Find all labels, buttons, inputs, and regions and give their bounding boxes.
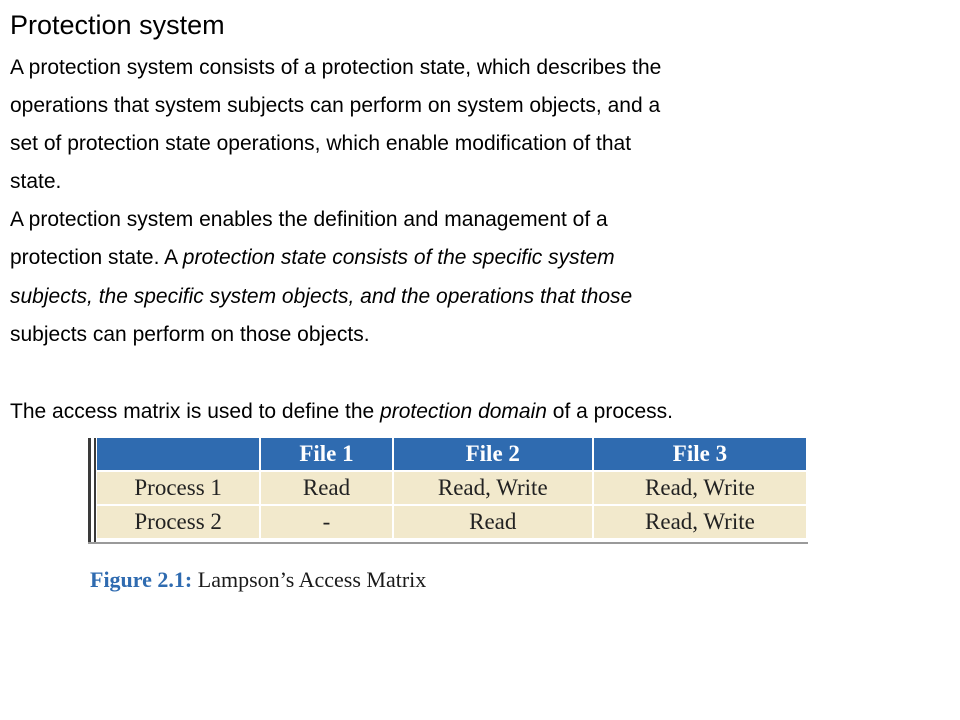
paragraph-1-line-2: operations that system subjects can perform on system objects, and a xyxy=(10,94,661,117)
paragraph-3-italic: protection domain xyxy=(380,400,547,423)
table-row xyxy=(97,505,807,539)
paragraph-3-before: The access matrix is used to define the xyxy=(10,400,381,423)
access-matrix-table xyxy=(97,438,808,540)
matrix-header-row xyxy=(97,438,807,471)
matrix-cell: Read xyxy=(260,471,392,505)
paragraph-1-line-3: set of protection state operations, which enable modification of that xyxy=(10,132,632,155)
matrix-header-cell: File 1 xyxy=(260,438,392,471)
paragraph-1-line-1: A protection system consists of a protection state, which describes the xyxy=(10,56,662,79)
matrix-header-cell xyxy=(97,438,260,471)
matrix-bottom-rule xyxy=(88,542,808,544)
figure-caption-label: Figure 2.1: xyxy=(90,567,193,592)
matrix-left-rule xyxy=(88,438,91,542)
matrix-row-header: Process 2 xyxy=(97,505,260,539)
access-matrix-figure xyxy=(88,438,808,546)
paragraph-2-line-2-italic: protection state consists of the specific system xyxy=(182,246,615,269)
paragraph-2-line-3 xyxy=(10,284,632,310)
matrix-row-header: Process 1 xyxy=(97,471,260,505)
paragraph-2-line-4: subjects can perform on those objects. xyxy=(10,323,370,346)
paragraph-1-line-4: state. xyxy=(10,170,62,193)
matrix-header-cell: File 2 xyxy=(393,438,593,471)
matrix-header-cell: File 3 xyxy=(593,438,807,471)
figure-caption-text: Lampson’s Access Matrix xyxy=(197,567,427,592)
matrix-cell: Read, Write xyxy=(593,471,807,505)
matrix-cell: Read xyxy=(393,505,593,539)
figure-caption xyxy=(90,566,426,594)
matrix-left-rule-inner xyxy=(94,438,96,542)
paragraph-3 xyxy=(10,399,673,425)
matrix-cell: - xyxy=(260,505,392,539)
paragraph-2-line-2 xyxy=(10,245,615,271)
paragraph-3-after: of a process. xyxy=(546,400,674,423)
table-row xyxy=(97,471,807,505)
paragraph-2-line-1: A protection system enables the definition and management of a xyxy=(10,208,608,231)
paragraph-2-line-2-plain: protection state. A xyxy=(10,246,183,269)
matrix-cell: Read, Write xyxy=(393,471,593,505)
page-title: Protection system xyxy=(10,10,225,40)
paragraph-2-line-3-italic: subjects, the specific system objects, and the operations that those xyxy=(10,285,633,308)
matrix-cell: Read, Write xyxy=(593,505,807,539)
